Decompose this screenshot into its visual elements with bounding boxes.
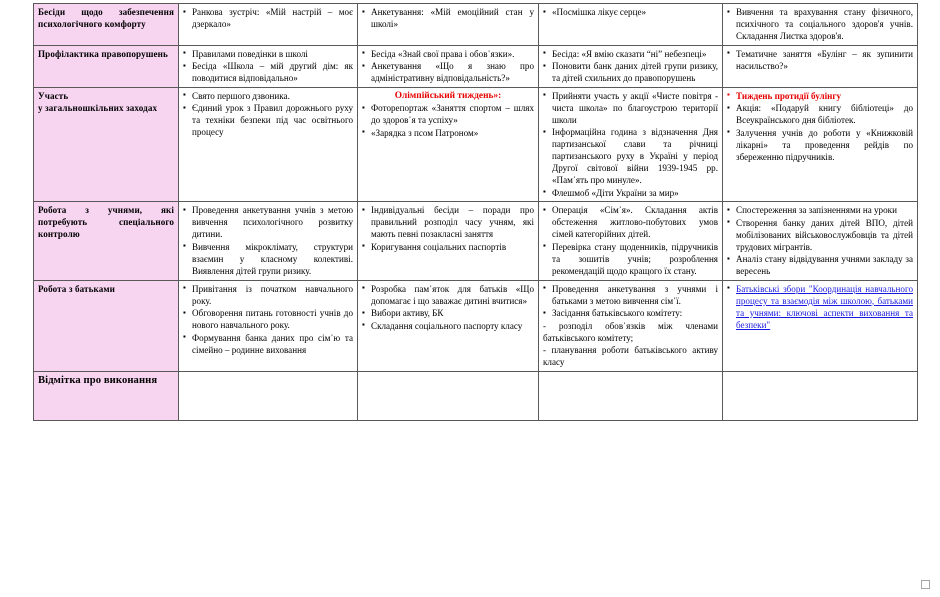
plan-cell [358, 371, 539, 420]
activity-item: ▪ Проведення анкетування з учнями і батьками з метою вивчення сім᾽ї. [543, 283, 718, 307]
activity-item: ▪ Спостереження за запізненнями на уроки [727, 204, 913, 216]
activity-item: ▪ Правилами поведінки в школі [183, 48, 353, 60]
activity-item: ▪ Анкетування: «Мій емоційний стан у школі» [362, 6, 534, 30]
activity-list [727, 204, 913, 277]
activity-item: ▪ Вивчення та врахування стану фізичного, психічного та соціального здоров'я учнів. Складання Листка здоров'я. [727, 6, 913, 42]
table-body [34, 4, 918, 421]
activity-list [362, 48, 534, 85]
activity-item: ▪ Прийняти участь у акції «Чисте повітря - чиста школа» по благоустрою території школи [543, 90, 718, 126]
activity-item: ▪ Фоторепортаж «Заняття спортом – шлях до здоров᾽я та успіху» [362, 102, 534, 126]
activity-list [362, 204, 534, 253]
plan-cell [179, 4, 358, 46]
activity-list [362, 6, 534, 30]
activity-list [543, 6, 718, 18]
activity-item: ▪ Проведення анкетування учнів з метою вивчення психологічного розвитку дитини. [183, 204, 353, 240]
activity-item: ▪ Вивчення мікроклімату, структури взаємин у класному колективі. Виявлення дітей групи ризику. [183, 241, 353, 277]
table-row [34, 371, 918, 420]
plan-cell [358, 4, 539, 46]
activity-item: ▪ Формування банка даних про сім᾽ю та сімейно – родинне виховання [183, 332, 353, 356]
row-category-header: Участь у загальношкільних заходах [34, 87, 179, 202]
activity-item: ▪ Засідання батьківського комітету: [543, 307, 718, 319]
plan-cell [539, 202, 723, 281]
plan-cell [358, 87, 539, 202]
plan-cell [179, 202, 358, 281]
row-category-header: Робота з батьками [34, 280, 179, 371]
plan-cell [179, 371, 358, 420]
activity-list [183, 90, 353, 139]
activity-list [543, 48, 718, 85]
table-row [34, 4, 918, 46]
table-row [34, 202, 918, 281]
activity-item: ▪ Коригування соціальних паспортів [362, 241, 534, 253]
activity-list [543, 204, 718, 277]
activity-item: ▪ Аналіз стану відвідування учнями закладу за вересень [727, 253, 913, 277]
activity-item: ▪ Складання соціального паспорту класу [362, 320, 534, 332]
activity-item: ▪ Створення банку даних дітей ВПО, дітей мобілізованих військовослужбовців та дітей трудових мігрантів. [727, 217, 913, 253]
activity-item: ▪ Флешмоб «Діти України за мир» [543, 187, 718, 199]
row-category-header: Відмітка про виконання [34, 371, 179, 420]
plan-cell [723, 45, 918, 87]
plan-cell [723, 4, 918, 46]
activity-list [727, 48, 913, 72]
activity-item: ▪ «Посмішка лікує серце» [543, 6, 718, 18]
plan-cell [539, 87, 723, 202]
activity-item: ▪ Бесіда «Школа – мій другий дім: як поводитися відповідально» [183, 60, 353, 84]
plan-cell [723, 280, 918, 371]
plan-cell [539, 280, 723, 371]
activity-list [183, 204, 353, 277]
activity-list [543, 283, 718, 369]
plan-cell [179, 45, 358, 87]
activity-item: ▪ Анкетування «Що я знаю про адміністративну відповідальність?» [362, 60, 534, 84]
activity-subline: - розподіл обов᾽язків між членами батьківського комітету; [543, 320, 718, 343]
activity-item: ▪ Обговорення питань готовності учнів до нового навчального року. [183, 307, 353, 331]
activity-item: ▪ Розробка пам᾽яток для батьків «Що допомагає і що заважає дитині вчитися» [362, 283, 534, 307]
activity-list [362, 102, 534, 139]
activity-item: ▪ Акція: «Подаруй книгу бібліотеці» до Всеукраїнського дня бібліотек. [727, 102, 913, 126]
activity-item: ▪ Привітання із початком навчального року. [183, 283, 353, 307]
plan-cell [179, 87, 358, 202]
activity-item: ▪ Ранкова зустріч: «Мій настрій – моє дзеркало» [183, 6, 353, 30]
plan-cell [539, 371, 723, 420]
table-row [34, 280, 918, 371]
activity-item: ▪ Індивідуальні бесіди – поради про правильний розподіл часу учням, які мають певні позакласні заняття [362, 204, 534, 240]
plan-cell [723, 202, 918, 281]
activity-list [183, 283, 353, 356]
activity-list [183, 48, 353, 85]
plan-cell [358, 202, 539, 281]
table-row [34, 45, 918, 87]
activity-list [727, 283, 913, 331]
activity-item: ▪ «Зарядка з псом Патроном» [362, 127, 534, 139]
activity-item: ▪ Тематичне заняття «Булінг – як зупинити насильство?» [727, 48, 913, 72]
plan-cell [358, 280, 539, 371]
activity-list [727, 6, 913, 42]
activity-item: ▪ Єдиний урок з Правил дорожнього руху та техніки безпеки під час освітнього процесу [183, 102, 353, 138]
activity-item: ▪ Бесіда «Знай свої права і обов᾽язки». [362, 48, 534, 60]
row-category-header: Бесіди щодо забезпечення психологічного комфорту [34, 4, 179, 46]
activity-item: ▪ Залучення учнів до роботи у «Книжковій лікарні» та проведення рейдів по збереженню підручників. [727, 127, 913, 163]
activity-item[interactable] [727, 283, 913, 331]
plan-cell [723, 87, 918, 202]
activity-item: ▪ Тиждень протидії булінгу [727, 90, 913, 102]
cell-red-heading: Олімпійський тиждень»: [394, 90, 502, 101]
parent-meeting-link[interactable]: Батьківські збори "Координація навчального процесу та взаємодія між школою, батьками та учнями: ключові аспекти виховання та безпеки" [736, 283, 913, 330]
activity-subline: - планування роботи батьківського активу класу [543, 345, 718, 367]
activity-item: ▪ Вибори активу, БК [362, 307, 534, 319]
plan-cell [539, 4, 723, 46]
activity-item: ▪ Перевірка стану щоденників, підручників та зошитів учнів; розроблення рекомендацій щодо кращого їх стану. [543, 241, 718, 277]
activity-item: ▪ Бесіда: «Я вмію сказати “ні” небезпеці» [543, 48, 718, 60]
activity-item: ▪ Інформаційна година з відзначення Дня партизанської слави та річниці партизанського руху в Україні у період Другої світової війни 1939-1945 рр. «Пам᾽ять про минуле». [543, 126, 718, 186]
activity-item: ▪ Поновити банк даних дітей групи ризику, та дітей схильних до правопорушень [543, 60, 718, 84]
plan-cell [539, 45, 723, 87]
activity-item: ▪ Операція «Сім᾽я». Складання актів обстеження житлово-побутових умов сімей категорійних дітей. [543, 204, 718, 240]
row-category-header: Профілактика правопорушень [34, 45, 179, 87]
plan-cell [358, 45, 539, 87]
plan-cell [179, 280, 358, 371]
row-category-header: Робота з учнями, які потребують спеціального контролю [34, 202, 179, 281]
table-row [34, 87, 918, 202]
activity-list [362, 283, 534, 332]
activity-list [543, 90, 718, 199]
activity-item: ▪ Свято першого дзвоника. [183, 90, 353, 102]
activity-list [727, 90, 913, 163]
resize-handle[interactable] [921, 580, 930, 589]
activity-list [183, 6, 353, 30]
educational-plan-table [33, 3, 918, 421]
plan-cell [723, 371, 918, 420]
